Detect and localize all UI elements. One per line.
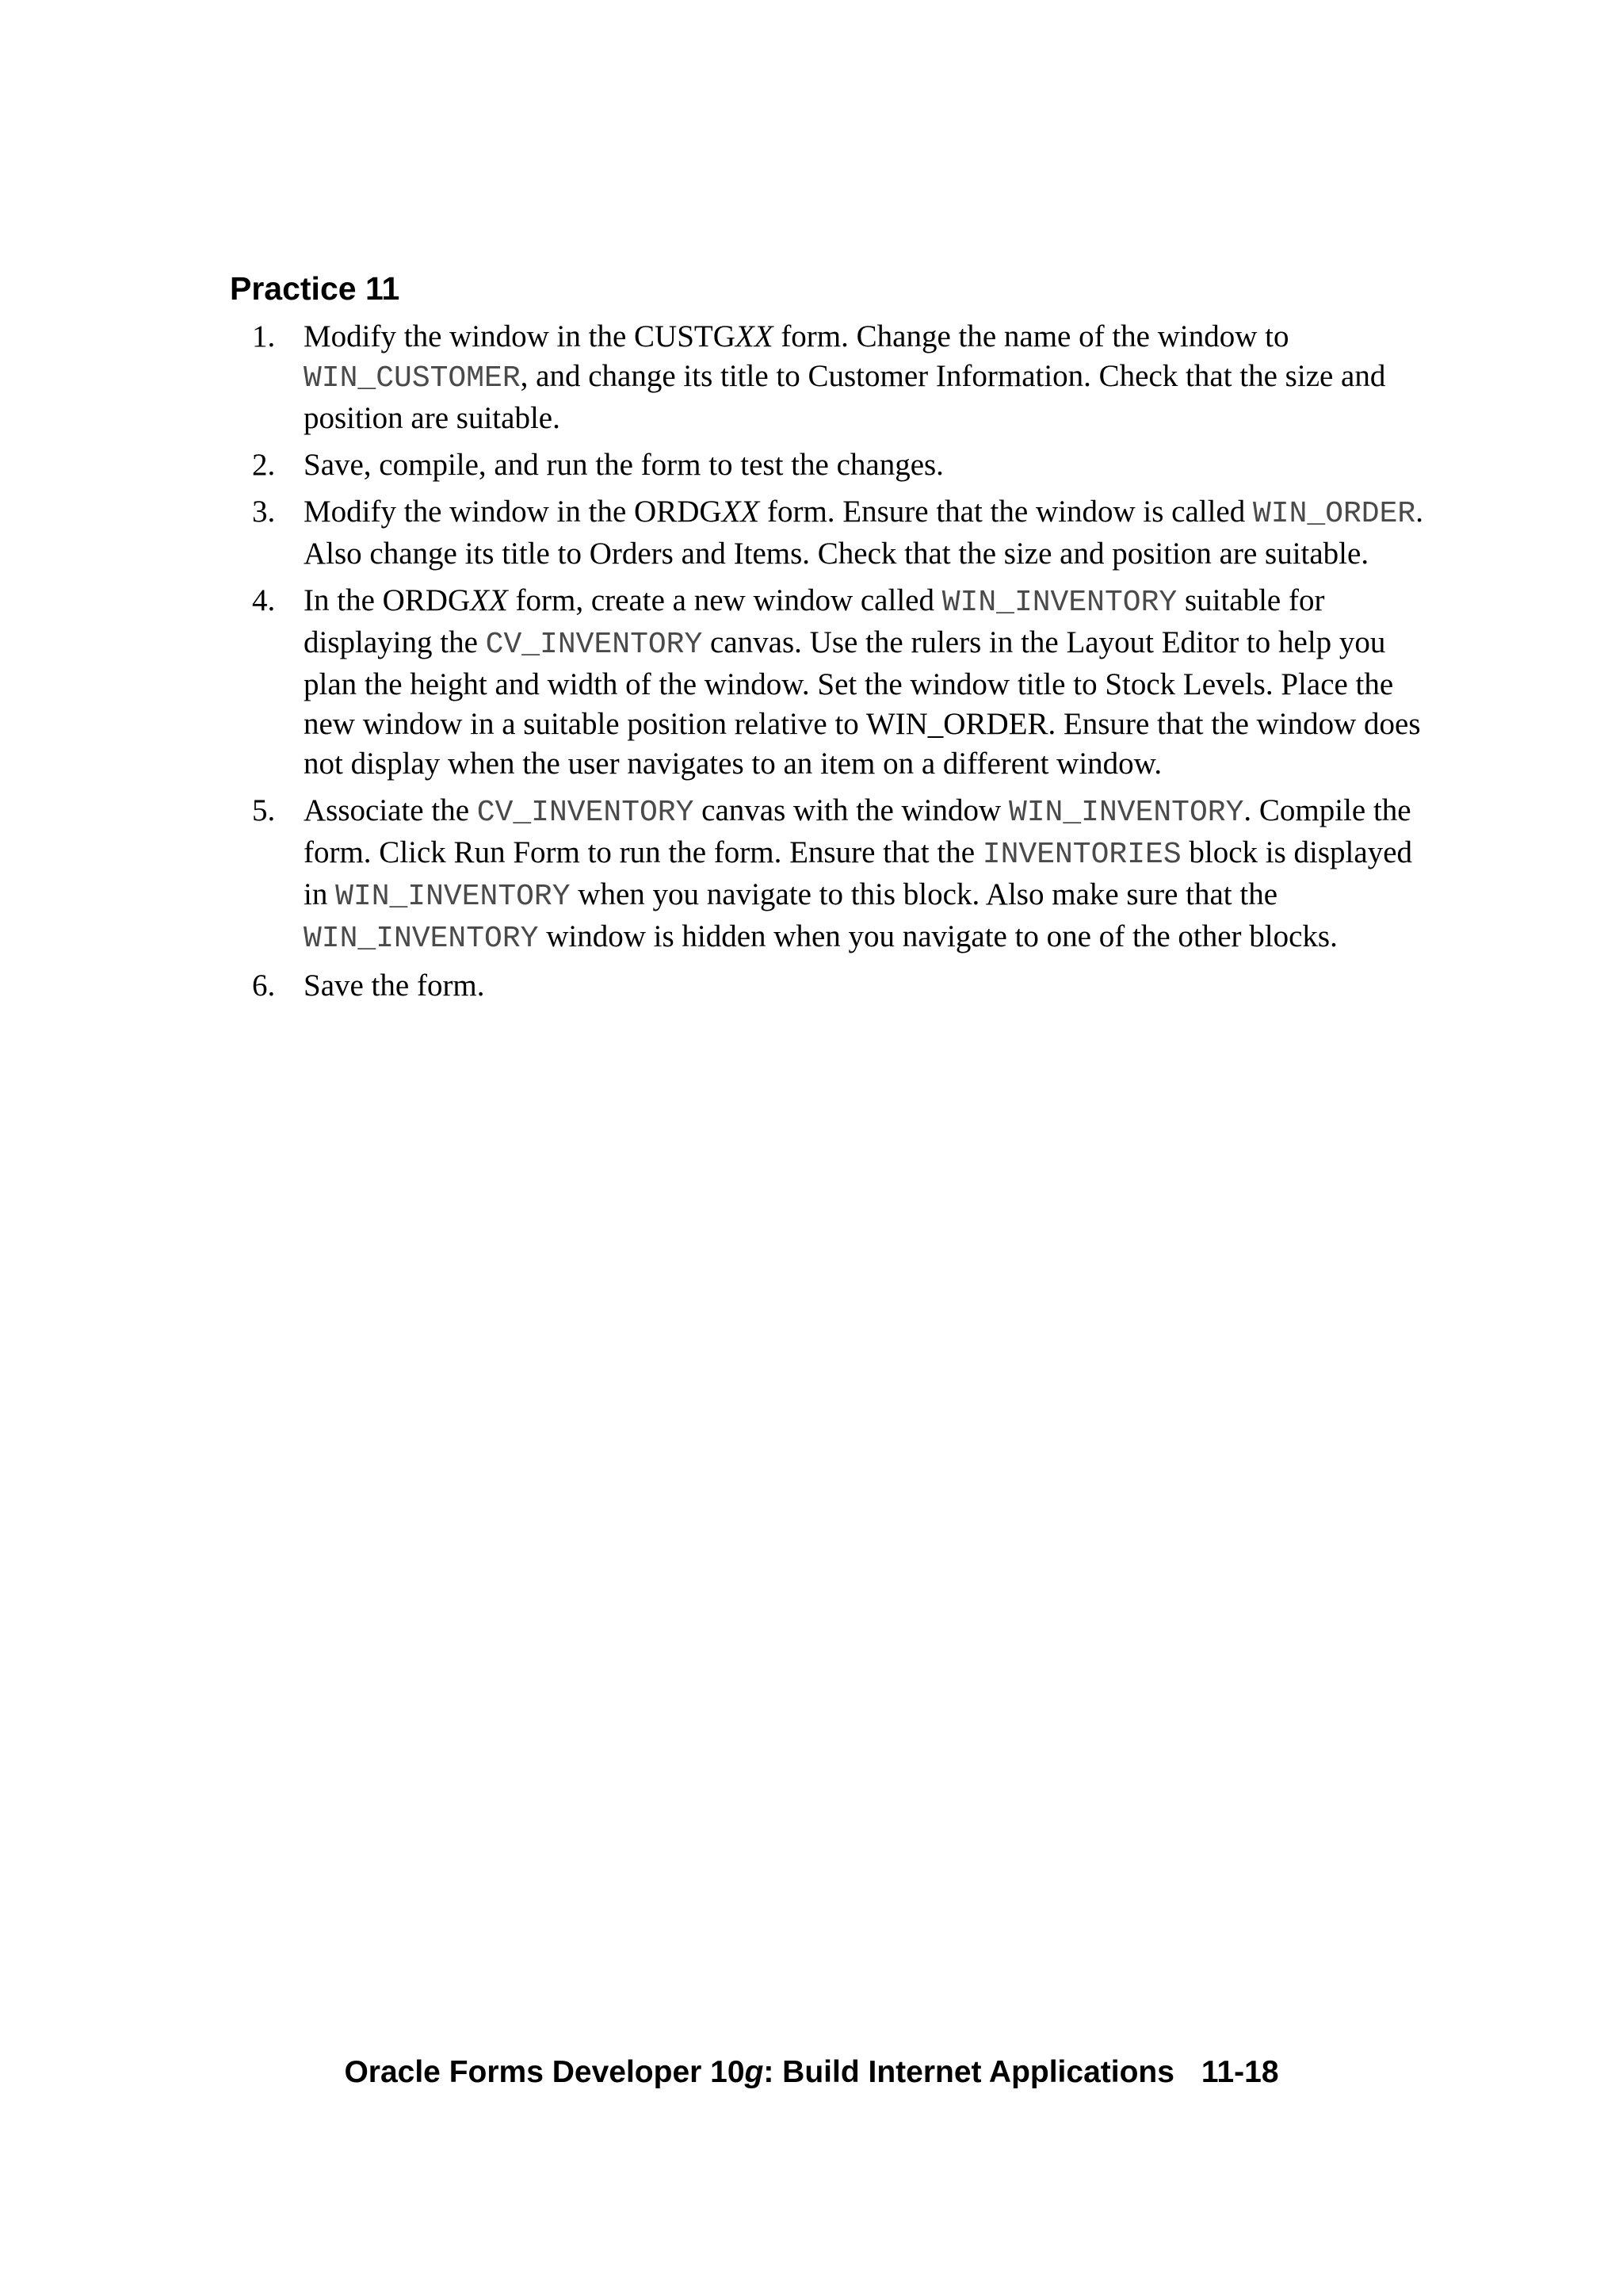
step-text-run: Modify the window in the CUSTG <box>304 319 735 353</box>
step-number: 5. <box>252 793 276 827</box>
practice-heading: Practice 11 <box>230 270 400 307</box>
step-text <box>304 581 1426 784</box>
step-text-run: Modify the window in the ORDG <box>304 495 722 529</box>
step-item <box>238 791 1426 959</box>
step-number: 6. <box>252 968 276 1003</box>
step-text-run: , and change its title to Customer Information. Check that the size and position are suitable. <box>304 359 1386 435</box>
step-text-run: window is hidden when you navigate to one of the other blocks. <box>538 919 1338 953</box>
step-number: 4. <box>252 583 276 617</box>
footer-title-italic: g <box>744 2055 764 2089</box>
step-item <box>238 492 1426 574</box>
footer-title-part: : Build Internet Applications <box>763 2055 1174 2089</box>
step-text-run: block is displayed in <box>304 835 1413 911</box>
step-text-run: . Compile the form. Click Run Form to run the form. Ensure that the <box>304 793 1411 869</box>
step-text <box>304 492 1426 574</box>
code-identifier: CV_INVENTORY <box>476 796 694 830</box>
step-text-run: canvas with the window <box>693 793 1009 827</box>
step-text <box>304 317 1426 438</box>
step-text-run: form. Change the name of the window to <box>773 319 1289 353</box>
code-identifier: INVENTORIES <box>982 838 1182 872</box>
step-text-run: Save the form. <box>304 968 485 1003</box>
step-text-run: . Also change its title to Orders and Items. Check that the size and position are suitable. <box>304 495 1423 571</box>
step-item <box>238 966 1426 1006</box>
page-footer <box>0 2053 1623 2092</box>
code-identifier: WIN_ORDER <box>1252 497 1416 531</box>
italic-text: XX <box>470 583 508 617</box>
code-identifier: CV_INVENTORY <box>485 628 703 662</box>
step-text-run: when you navigate to this block. Also make sure that the <box>570 877 1278 911</box>
code-identifier: WIN_INVENTORY <box>335 880 571 914</box>
step-number: 1. <box>252 319 276 353</box>
step-text <box>304 791 1426 959</box>
step-text-run: canvas. Use the rulers in the Layout Editor to help you plan the height and width of the window. Set the window title to Stock Levels. Place the new window in a suitable position relative to WIN_ORDER. Ensure that the window does not display when the user navigates to an item on a different window. <box>304 625 1421 781</box>
step-text-run: Save, compile, and run the form to test the changes. <box>304 448 944 482</box>
step-text-run: Associate the <box>304 793 477 827</box>
step-text-run: form, create a new window called <box>507 583 942 617</box>
step-number: 3. <box>252 495 276 529</box>
footer-title <box>344 2055 1174 2089</box>
footer-title-part: Oracle Forms Developer 10 <box>344 2055 745 2089</box>
italic-text: XX <box>735 319 773 353</box>
italic-text: XX <box>721 495 760 529</box>
page-number: 11-18 <box>1201 2055 1279 2089</box>
code-identifier: WIN_CUSTOMER <box>304 361 521 395</box>
code-identifier: WIN_INVENTORY <box>941 586 1178 620</box>
step-text-run: suitable for displaying the <box>304 583 1325 659</box>
code-identifier: WIN_INVENTORY <box>1008 796 1244 830</box>
step-item <box>238 581 1426 784</box>
step-text <box>304 966 1426 1006</box>
step-text-run: form. Ensure that the window is called <box>759 495 1253 529</box>
step-text <box>304 445 1426 485</box>
code-identifier: WIN_INVENTORY <box>304 922 539 956</box>
practice-steps-list <box>238 317 1426 1013</box>
step-number: 2. <box>252 448 276 482</box>
step-item <box>238 445 1426 485</box>
step-text-run: In the ORDG <box>304 583 471 617</box>
step-item <box>238 317 1426 438</box>
